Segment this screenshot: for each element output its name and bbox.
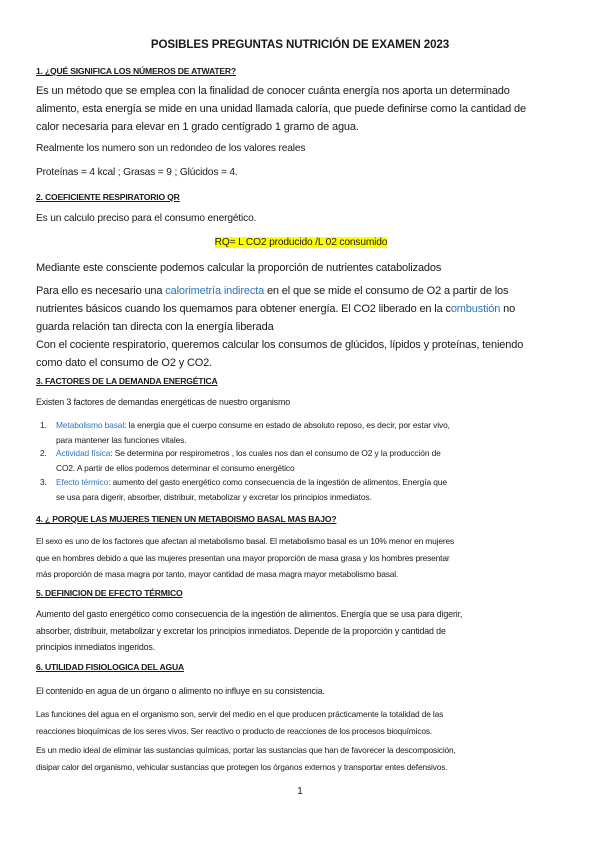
section-2-heading: 2. COEFICIENTE RESPIRATORIO QR bbox=[36, 192, 180, 202]
section-1-paragraph-3: Proteínas = 4 kcal ; Grasas = 9 ; Glúcidos = 4. bbox=[36, 167, 238, 178]
section-2-paragraph-2: Mediante este consciente podemos calcular la proporción de nutrientes catabolizados bbox=[36, 262, 442, 274]
text-line bbox=[56, 475, 561, 490]
term-link[interactable]: Efecto térmico bbox=[56, 477, 109, 487]
text-line: como dato el consumo de O2 y CO2. bbox=[36, 357, 213, 369]
text-line: calor necesaria para elevar en 1 grado centígrado 1 gramo de agua. bbox=[36, 121, 359, 133]
text-line: El sexo es uno de los factores que afectan al metabolismo basal. El metabolismo basal es un 10% menor en mujeres bbox=[36, 536, 455, 546]
document-title: POSIBLES PREGUNTAS NUTRICIÓN DE EXAMEN 2023 bbox=[150, 38, 450, 51]
page-number: 1 bbox=[297, 786, 303, 797]
text-line: guarda relación tan directa con la energía liberada bbox=[36, 321, 274, 333]
list-number: 3. bbox=[40, 477, 47, 487]
section-6-heading: 6. UTILIDAD FISIOLOGICA DEL AGUA bbox=[36, 662, 184, 672]
term-link[interactable]: Metabolismo basal bbox=[56, 420, 125, 430]
section-3-intro: Existen 3 factores de demandas energéticas de nuestro organismo bbox=[36, 397, 290, 407]
text-span: : la energía que el cuerpo consume en estado de absoluto reposo, es decir, por estar vivo, bbox=[124, 420, 450, 430]
text-line: para mantener las funciones vitales. bbox=[56, 435, 187, 445]
link-calorimetria[interactable]: calorimetría indirecta bbox=[165, 285, 265, 297]
highlighted-formula: RQ= L CO2 producido /L 02 consumido bbox=[214, 237, 388, 248]
text-line: Es un medio ideal de eliminar las sustancias químicas, portar las sustancias que han de favorecer la descomposición, bbox=[36, 745, 456, 755]
text-line: CO2. A partir de ellos podemos determinar el consumo energético bbox=[56, 463, 295, 473]
section-2-paragraph-3 bbox=[36, 282, 566, 372]
text-line bbox=[56, 418, 561, 433]
section-6-paragraph-1: El contenido en agua de un órgano o alimento no influye en su consistencia. bbox=[36, 686, 325, 696]
list-item bbox=[40, 446, 561, 476]
text-line: Aumento del gasto energético como consecuencia de la ingestión de alimentos. Energía que se usa para digerir, bbox=[36, 609, 463, 619]
formula-line bbox=[36, 234, 566, 252]
section-4-paragraph bbox=[36, 533, 566, 583]
term-link[interactable]: Actividad física bbox=[56, 448, 111, 458]
list-number: 2. bbox=[40, 448, 47, 458]
text-line: Las funciones del agua en el organismo son, servir del medio en el que producen prácticamente la totalidad de las bbox=[36, 709, 444, 719]
section-1-heading: 1. ¿QUÉ SIGNIFICA LOS NÚMEROS DE ATWATER? bbox=[36, 66, 236, 76]
text-line: alimento, esta energía se mide en una unidad llamada caloría, que puede definirse como la cantidad de bbox=[36, 103, 526, 115]
section-1-paragraph-1 bbox=[36, 82, 566, 136]
text-line: principios inmediatos ingeridos. bbox=[36, 642, 156, 652]
section-5-paragraph bbox=[36, 606, 566, 656]
text-line: Es un método que se emplea con la finalidad de conocer cuánta energía nos aporta un determinado bbox=[36, 85, 510, 97]
list-number: 1. bbox=[40, 420, 47, 430]
text-line: se usa para digerir, absorber, distribuir, metabolizar y excretar los principios inmediatos. bbox=[56, 492, 372, 502]
section-1-paragraph-2: Realmente los numero son un redondeo de los valores reales bbox=[36, 143, 306, 154]
text-span: nutrientes básicos cuando los quemamos para obtener energía. El CO2 liberado en la c bbox=[36, 303, 451, 315]
text-line: más proporción de masa magra por tanto, mayor cantidad de masa magra mayor metabolismo basal. bbox=[36, 569, 399, 579]
section-5-heading: 5. DEFINICION DE EFECTO TÉRMICO bbox=[36, 588, 183, 598]
text-line bbox=[36, 300, 566, 318]
section-6-paragraph-3 bbox=[36, 742, 566, 775]
text-line: absorber, distribuir, metabolizar y excretar los principios inmediatos. Depende de la proporción y cantidad de bbox=[36, 625, 446, 636]
section-6-paragraph-2 bbox=[36, 706, 566, 739]
text-line: Con el cociente respiratorio, queremos calcular los consumos de glúcidos, lípidos y proteínas, teniendo bbox=[36, 339, 524, 351]
section-4-heading: 4. ¿ PORQUE LAS MUJERES TIENEN UN METABOISMO BASAL MAS BAJO? bbox=[36, 514, 337, 524]
section-3-heading: 3. FACTORES DE LA DEMANDA ENERGÉTICA bbox=[36, 376, 218, 386]
list-item bbox=[40, 418, 561, 448]
text-span: : Se determina por respirometros , los cuales nos dan el consumo de O2 y la producción de bbox=[110, 448, 441, 458]
text-span: no bbox=[500, 303, 516, 315]
list-item bbox=[40, 475, 561, 505]
text-line bbox=[36, 282, 566, 300]
section-2-paragraph-1: Es un calculo preciso para el consumo energético. bbox=[36, 213, 257, 224]
text-line: disipar calor del organismo, vehicular sustancias que protegen los órganos externos y transportar entes defensivos. bbox=[36, 761, 448, 772]
link-combustion[interactable]: ombustión bbox=[450, 303, 501, 315]
text-line: que en hombres debido a que las mujeres presentan una mayor proporción de masa grasa y los hombres presentar bbox=[36, 552, 450, 563]
text-line bbox=[56, 446, 561, 461]
text-span: en el que se mide el consumo de O2 a partir de los bbox=[264, 285, 509, 297]
text-span: Para ello es necesario una bbox=[36, 285, 166, 297]
text-span: : aumento del gasto energético como consecuencia de la ingestión de alimentos. Energía que bbox=[108, 477, 447, 487]
text-line: reacciones bioquímicas de los seres vivos. Ser reactivo o producto de reacciones de los procesos bioquímicos. bbox=[36, 725, 433, 736]
